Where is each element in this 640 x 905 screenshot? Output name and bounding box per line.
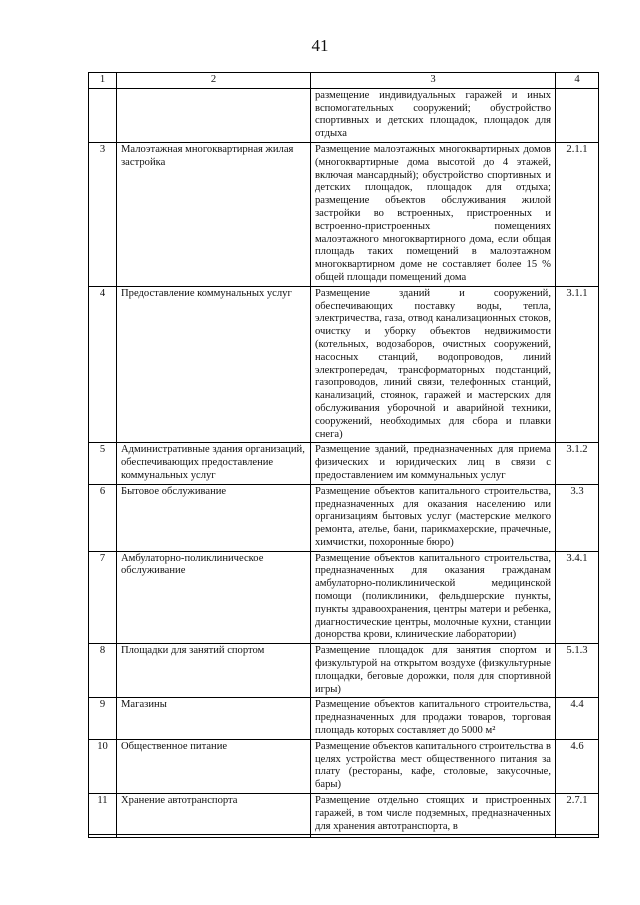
row-description: Размещение площадок для занятия спортом и физкультурой на открытом воздухе (физкультурные площадки, беговые дорожки, поля для спортивной игры)	[311, 644, 556, 698]
header-col-4: 4	[556, 73, 599, 89]
table-row	[89, 698, 599, 739]
table-row	[89, 835, 599, 838]
row-name	[117, 88, 311, 142]
row-code	[556, 835, 599, 838]
table-row	[89, 739, 599, 793]
row-number: 10	[89, 739, 117, 793]
row-description: Размещение отдельно стоящих и пристроенных гаражей, в том числе подземных, предназначенных для хранения автотранспорта, в	[311, 794, 556, 835]
row-name: Малоэтажная многоквартирная жилая застройка	[117, 142, 311, 286]
row-description: Размещение зданий, предназначенных для приема физических и юридических лиц в связи с предоставлением им коммунальных услуг	[311, 443, 556, 484]
row-description: Размещение объектов капитального строительства, предназначенных для оказания гражданам амбулаторно-поликлинической медицинской помощи (поликлиники, фельдшерские пункты, пункты здравоохранения, центры матери и ребенка, диагностические центры, молочные кухни, станции донорства крови, клинические лаборатории)	[311, 551, 556, 644]
header-col-3: 3	[311, 73, 556, 89]
row-code: 3.1.1	[556, 286, 599, 443]
row-number	[89, 835, 117, 838]
row-code	[556, 88, 599, 142]
table-row	[89, 286, 599, 443]
header-row	[89, 73, 599, 89]
row-name: Хранение автотранспорта	[117, 794, 311, 835]
row-name	[117, 835, 311, 838]
row-description: размещение индивидуальных гаражей и иных вспомогательных сооружений; обустройство спортивных и детских площадок, площадок для отдыха	[311, 88, 556, 142]
table-row	[89, 142, 599, 286]
row-code: 3.1.2	[556, 443, 599, 484]
table-row	[89, 443, 599, 484]
row-description	[311, 835, 556, 838]
table-row	[89, 551, 599, 644]
row-name: Амбулаторно-поликлиническое обслуживание	[117, 551, 311, 644]
row-number: 3	[89, 142, 117, 286]
header-col-1: 1	[89, 73, 117, 89]
row-description: Размещение объектов капитального строительства в целях устройства мест общественного питания за плату (рестораны, кафе, столовые, закусочные, бары)	[311, 739, 556, 793]
row-number: 9	[89, 698, 117, 739]
table-row	[89, 484, 599, 551]
row-name: Бытовое обслуживание	[117, 484, 311, 551]
row-number: 8	[89, 644, 117, 698]
header-col-2: 2	[117, 73, 311, 89]
row-description: Размещение зданий и сооружений, обеспечивающих поставку воды, тепла, электричества, газа, отвод канализационных стоков, очистку и уборку объектов недвижимости (котельных, водозаборов, очистных сооружений, насосных станций, водопроводов, линий электропередач, трансформаторных подстанций, газопроводов, линий связи, телефонных станций, канализаций, стоянок, гаражей и мастерских для обслуживания уборочной и аварийной техники, сооружений, необходимых для сбора и плавки снега)	[311, 286, 556, 443]
row-number: 7	[89, 551, 117, 644]
table-row	[89, 88, 599, 142]
row-number: 6	[89, 484, 117, 551]
row-name: Общественное питание	[117, 739, 311, 793]
table-row	[89, 794, 599, 835]
row-code: 2.7.1	[556, 794, 599, 835]
row-code: 2.1.1	[556, 142, 599, 286]
row-name: Предоставление коммунальных услуг	[117, 286, 311, 443]
row-description: Размещение объектов капитального строительства, предназначенных для продажи товаров, торговая площадь которых составляет до 5000 м²	[311, 698, 556, 739]
row-code: 5.1.3	[556, 644, 599, 698]
row-description: Размещение объектов капитального строительства, предназначенных для оказания населению или организациям бытовых услуг (мастерские мелкого ремонта, ателье, бани, парикмахерские, прачечные, химчистки, похоронные бюро)	[311, 484, 556, 551]
table-row	[89, 644, 599, 698]
row-code: 4.4	[556, 698, 599, 739]
row-code: 3.4.1	[556, 551, 599, 644]
row-name: Площадки для занятий спортом	[117, 644, 311, 698]
land-use-table	[88, 72, 599, 838]
row-number: 11	[89, 794, 117, 835]
row-number	[89, 88, 117, 142]
row-code: 4.6	[556, 739, 599, 793]
page-number: 41	[311, 36, 329, 55]
row-code: 3.3	[556, 484, 599, 551]
row-name: Административные здания организаций, обеспечивающих предоставление коммунальных услуг	[117, 443, 311, 484]
row-number: 4	[89, 286, 117, 443]
row-name: Магазины	[117, 698, 311, 739]
row-number: 5	[89, 443, 117, 484]
row-description: Размещение малоэтажных многоквартирных домов (многоквартирные дома высотой до 4 этажей, включая мансардный); обустройство спортивных и детских площадок, площадок для отдыха; размещение объектов обслуживания жилой застройки во встроенных, пристроенных и встроенно-пристроенных помещениях малоэтажного многоквартирного дома, если общая площадь таких помещений в малоэтажном многоквартирном доме не составляет более 15 % общей площади помещений дома	[311, 142, 556, 286]
